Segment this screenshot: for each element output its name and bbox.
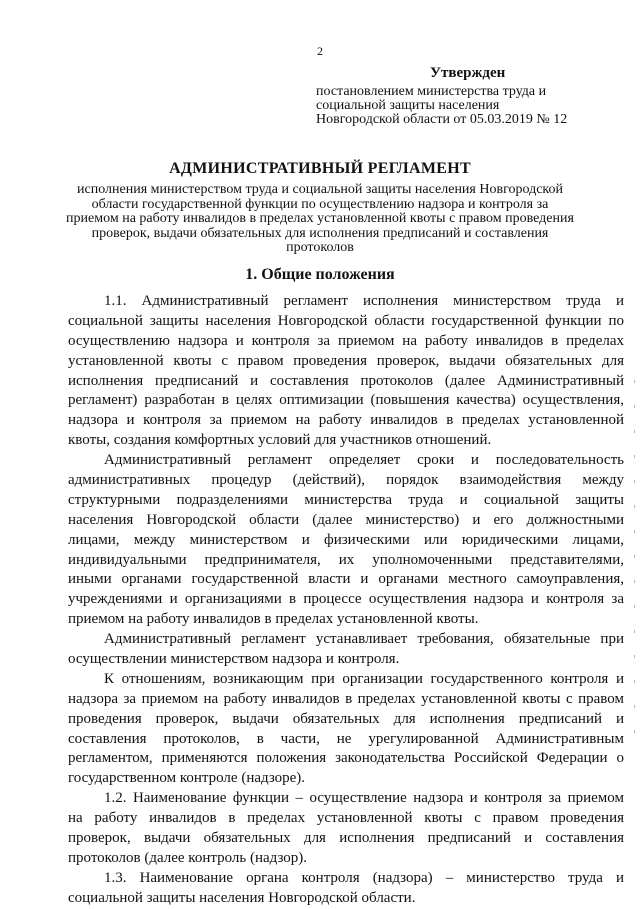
paragraph-line: социальной защиты населения Новгородской области государственной функции по <box>68 312 624 329</box>
paragraph-line: Административный регламент устанавливает требования, обязательные при <box>104 631 624 648</box>
paragraph-line: 1.1. Административный регламент исполнения министерством труда и <box>104 293 624 309</box>
subtitle-line: приемом на работу инвалидов в пределах установленной квоты с правом проведения <box>66 211 574 227</box>
subtitle-line: исполнения министерством труда и социальной защиты населения Новгородской <box>77 182 563 197</box>
approval-line: Новгородской области от 05.03.2019 № 12 <box>316 112 568 127</box>
paragraph-line: осуществлении министерством надзора и контроля. <box>68 651 400 668</box>
paragraph-line: Административный регламент определяет сроки и последовательность <box>104 452 624 469</box>
document-subtitle <box>40 183 600 256</box>
paragraph-line: квоты, создания комфортных условий для участников отношений. <box>68 432 492 449</box>
paragraph-line: надзора и контроля за приемом на работу инвалидов в пределах установленной <box>68 412 624 429</box>
paragraph-line: 1.3. Наименование органа контроля (надзора) – министерство труда и <box>104 869 624 886</box>
paragraph-line: на работу инвалидов в пределах установленной квоты с правом проведения <box>68 810 624 827</box>
body-text <box>68 292 624 909</box>
paragraph-line: регламент) разработан в целях оптимизации (повышения качества) осуществления, <box>68 392 624 409</box>
paragraph-line: проведения проверок, выдачи обязательных для исполнения предписаний и <box>68 710 624 727</box>
paragraph-line: осуществлению надзора и контроля за приемом на работу инвалидов в пределах <box>68 332 624 349</box>
paragraph-line: установленной квоты с правом проведения проверок, выдачи обязательных для <box>68 352 624 369</box>
paragraph-line: проверок, выдачи обязательных для исполнения предписаний и составления <box>68 830 624 847</box>
paragraph-line: протоколов (далее контроль (надзор). <box>68 849 308 866</box>
subtitle-line: проверок, выдачи обязательных для исполнения предписаний и составления <box>91 225 549 241</box>
paragraph-line: приемом на работу инвалидов в пределах установленной квоты. <box>68 611 479 628</box>
paragraph-line: индивидуальными предпринимателя, их уполномоченными представителями, <box>68 551 624 568</box>
paragraph-line: лицами, между министерством и физическими или юридическими лицами, <box>68 531 624 548</box>
paragraph-line: исполнения предписаний и составления протоколов (далее Административный <box>68 372 624 389</box>
section-heading: 1. Общие положения <box>245 266 395 283</box>
paragraph-line: социальной защиты населения Новгородской области. <box>68 889 416 906</box>
paragraph-line: иными органами государственной власти и органами местного самоуправления, <box>68 571 624 588</box>
approval-line: постановлением министерства труда и <box>316 84 547 99</box>
paragraph-line: учреждениями и организациями в процессе осуществления надзора и контроля за <box>68 591 624 608</box>
subtitle-line: области государственной функции по осуществлению надзора и контроля за <box>91 196 549 212</box>
paragraph-line: структурными подразделениями министерства труда и социальной защиты <box>68 491 624 508</box>
paragraph-line: К отношениям, возникающим при организации государственного контроля и <box>104 670 624 687</box>
paragraph-line: составления протоколов, в части, не урегулированной Административным <box>68 730 624 747</box>
approval-block <box>316 64 626 127</box>
paragraph-line: населения Новгородской области (далее министерство) и его должностными <box>68 511 624 528</box>
paragraph-line: регламентом, применяются положения законодательства Российской Федерации о <box>68 750 624 767</box>
paragraph-line: надзора за приемом на работу инвалидов в пределах установленной квоты с правом <box>68 690 624 707</box>
approval-title: Утвержден <box>430 65 506 81</box>
paragraph-line: 1.2. Наименование функции – осуществление надзора и контроля за приемом <box>104 790 624 807</box>
paragraph-line: административных процедур (действий), порядок взаимодействия между <box>68 472 624 489</box>
page-number: 2 <box>317 44 323 58</box>
approval-line: социальной защиты населения <box>316 98 500 113</box>
document-title: АДМИНИСТРАТИВНЫЙ РЕГЛАМЕНТ <box>169 160 471 177</box>
subtitle-line: протоколов <box>286 240 354 256</box>
scan-margin-marks <box>634 380 636 760</box>
paragraph-line: государственном контроле (надзоре). <box>68 770 306 787</box>
